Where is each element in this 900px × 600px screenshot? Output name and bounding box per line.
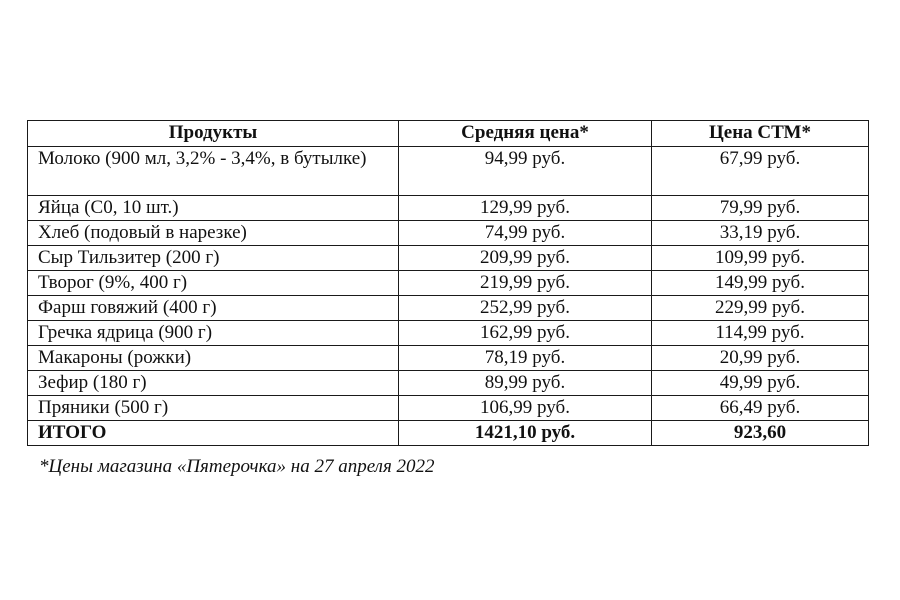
table-row (28, 271, 869, 296)
footnote: *Цены магазина «Пятерочка» на 27 апреля 2022 (39, 456, 435, 477)
table-row (28, 346, 869, 371)
stm-price: 114,99 руб. (652, 321, 869, 346)
price-table-container (27, 120, 868, 446)
product-name: Пряники (500 г) (28, 396, 399, 421)
product-name: Гречка ядрица (900 г) (28, 321, 399, 346)
total-label: ИТОГО (28, 421, 399, 446)
average-price: 129,99 руб. (399, 196, 652, 221)
stm-price: 109,99 руб. (652, 246, 869, 271)
header-average-price: Средняя цена* (399, 121, 652, 147)
total-average-price: 1421,10 руб. (399, 421, 652, 446)
stm-price: 229,99 руб. (652, 296, 869, 321)
stm-price: 67,99 руб. (652, 147, 869, 196)
header-products: Продукты (28, 121, 399, 147)
average-price: 219,99 руб. (399, 271, 652, 296)
average-price: 162,99 руб. (399, 321, 652, 346)
table-row (28, 246, 869, 271)
product-name: Творог (9%, 400 г) (28, 271, 399, 296)
product-name: Хлеб (подовый в нарезке) (28, 221, 399, 246)
average-price: 252,99 руб. (399, 296, 652, 321)
total-stm-price: 923,60 (652, 421, 869, 446)
stm-price: 79,99 руб. (652, 196, 869, 221)
table-row (28, 147, 869, 196)
average-price: 89,99 руб. (399, 371, 652, 396)
stm-price: 20,99 руб. (652, 346, 869, 371)
price-comparison-table (27, 120, 869, 446)
product-name: Яйца (С0, 10 шт.) (28, 196, 399, 221)
product-name: Сыр Тильзитер (200 г) (28, 246, 399, 271)
table-row (28, 396, 869, 421)
product-name: Зефир (180 г) (28, 371, 399, 396)
average-price: 94,99 руб. (399, 147, 652, 196)
stm-price: 149,99 руб. (652, 271, 869, 296)
product-name: Молоко (900 мл, 3,2% - 3,4%, в бутылке) (28, 147, 399, 196)
average-price: 74,99 руб. (399, 221, 652, 246)
header-stm-price: Цена СТМ* (652, 121, 869, 147)
product-name: Фарш говяжий (400 г) (28, 296, 399, 321)
stm-price: 66,49 руб. (652, 396, 869, 421)
table-header-row (28, 121, 869, 147)
average-price: 78,19 руб. (399, 346, 652, 371)
product-name: Макароны (рожки) (28, 346, 399, 371)
table-row (28, 371, 869, 396)
table-total-row (28, 421, 869, 446)
table-row (28, 221, 869, 246)
average-price: 209,99 руб. (399, 246, 652, 271)
table-row (28, 321, 869, 346)
average-price: 106,99 руб. (399, 396, 652, 421)
table-row (28, 196, 869, 221)
table-row (28, 296, 869, 321)
stm-price: 49,99 руб. (652, 371, 869, 396)
stm-price: 33,19 руб. (652, 221, 869, 246)
